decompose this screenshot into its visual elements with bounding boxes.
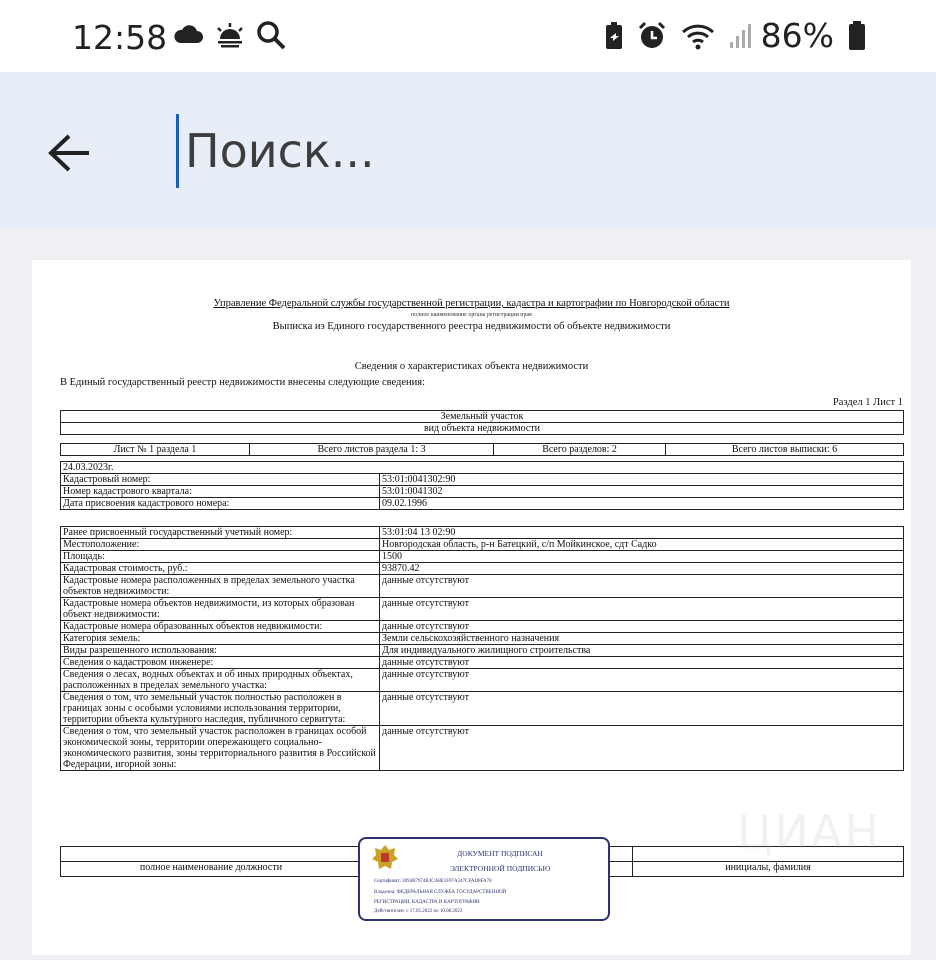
status-time: 12:58 bbox=[72, 18, 168, 57]
stamp-line2: ЭЛЕКТРОННОЙ ПОДПИСЬЮ bbox=[449, 864, 551, 873]
digital-signature-stamp bbox=[358, 837, 610, 921]
row-label: Категория земель: bbox=[61, 633, 380, 645]
stamp-cert: Сертификат: 3094B7974B3CA8E1F07A347CFAD8FA78 bbox=[374, 879, 492, 884]
emblem-icon bbox=[370, 843, 400, 873]
table-row bbox=[61, 669, 904, 692]
status-icons-left bbox=[172, 20, 286, 50]
cloud-icon bbox=[172, 23, 204, 47]
sheet-info-cell: Всего листов раздела 1: 3 bbox=[250, 444, 494, 456]
sheet-info-cell: Всего листов выписки: 6 bbox=[666, 444, 904, 456]
table-row bbox=[61, 474, 904, 486]
table-row bbox=[61, 645, 904, 657]
intro-text: В Единый государственный реестр недвижимости внесены следующие сведения: bbox=[60, 377, 426, 388]
row-value: данные отсутствуют bbox=[380, 598, 904, 621]
row-value: данные отсутствуют bbox=[380, 657, 904, 669]
table-row bbox=[61, 498, 904, 510]
table-row bbox=[61, 551, 904, 563]
sunrise-icon bbox=[214, 22, 246, 48]
row-label: Ранее присвоенный государственный учетный номер: bbox=[61, 527, 380, 539]
row-value: 53:01:04 13 02:90 bbox=[380, 527, 904, 539]
status-icons-right bbox=[605, 16, 866, 55]
org-title: Управление Федеральной службы государственной регистрации, кадастра и картографии по Новгородской области bbox=[213, 298, 730, 309]
row-label: Кадастровые номера образованных объектов недвижимости: bbox=[61, 621, 380, 633]
alarm-icon bbox=[637, 21, 667, 51]
table-row bbox=[61, 486, 904, 498]
table-row bbox=[61, 563, 904, 575]
document-page bbox=[32, 260, 911, 955]
row-value: 53:01:0041302:90 bbox=[380, 474, 904, 486]
row-value: 53:01:0041302 bbox=[380, 486, 904, 498]
battery-saver-icon bbox=[605, 22, 623, 50]
row-label: Кадастровые номера объектов недвижимости, из которых образован объект недвижимости: bbox=[61, 598, 380, 621]
search-bar bbox=[0, 72, 936, 227]
section-title: Сведения о характеристиках объекта недвижимости bbox=[354, 361, 589, 372]
table-row bbox=[61, 657, 904, 669]
row-label: Кадастровая стоимость, руб.: bbox=[61, 563, 380, 575]
stamp-valid: Действителен: с 17.05.2022 по 10.08.2023 bbox=[374, 909, 463, 914]
search-input[interactable] bbox=[176, 114, 876, 188]
battery-percent: 86% bbox=[760, 16, 834, 55]
status-bar bbox=[0, 0, 936, 72]
object-type-caption: вид объекта недвижимости bbox=[61, 423, 904, 435]
row-label: Сведения о кадастровом инженере: bbox=[61, 657, 380, 669]
sheet-info-table bbox=[60, 443, 904, 456]
row-value: Земли сельскохозяйственного назначения bbox=[380, 633, 904, 645]
object-type: Земельный участок bbox=[61, 411, 904, 423]
row-label: Местоположение: bbox=[61, 539, 380, 551]
arrow-back-icon bbox=[47, 133, 91, 173]
table-row bbox=[61, 633, 904, 645]
table-row bbox=[61, 726, 904, 771]
row-value: Новгородская область, р-н Батецкий, с/п Мойкинское, сдт Садко bbox=[380, 539, 904, 551]
table-row bbox=[61, 527, 904, 539]
row-value: 1500 bbox=[380, 551, 904, 563]
stamp-line1: ДОКУМЕНТ ПОДПИСАН bbox=[457, 849, 543, 858]
row-label: Виды разрешенного использования: bbox=[61, 645, 380, 657]
row-value: Для индивидуального жилищного строительства bbox=[380, 645, 904, 657]
row-label: Площадь: bbox=[61, 551, 380, 563]
document-title: Выписка из Единого государственного реестра недвижимости об объекте недвижимости bbox=[272, 321, 671, 332]
org-subtitle: полное наименование органа регистрации прав bbox=[410, 312, 533, 318]
table-row bbox=[61, 539, 904, 551]
signal-icon bbox=[729, 22, 751, 50]
section-ref: Раздел 1 Лист 1 bbox=[832, 397, 903, 408]
row-value: данные отсутствуют bbox=[380, 669, 904, 692]
characteristics-table bbox=[60, 526, 904, 771]
row-label: Сведения о лесах, водных объектах и об иных природных объектах, расположенных в пределах земельного участка: bbox=[61, 669, 380, 692]
main-info-table bbox=[60, 461, 904, 510]
search-icon bbox=[256, 20, 286, 50]
row-label: Сведения о том, что земельный участок расположен в границах особой экономической зоны, территории опережающего социально-экономического развития, зоны территориального развития в Российской Федерации, игорной зоны: bbox=[61, 726, 380, 771]
position-caption: полное наименование должности bbox=[61, 862, 362, 877]
object-type-table bbox=[60, 410, 904, 435]
row-label: Дата присвоения кадастрового номера: bbox=[61, 498, 380, 510]
sheet-info-cell: Всего разделов: 2 bbox=[494, 444, 666, 456]
battery-icon bbox=[848, 21, 866, 51]
row-label: Сведения о том, что земельный участок полностью расположен в границах зоны с особыми условиями использования территории, территории объекта культурного наследия, публичного сервитута: bbox=[61, 692, 380, 726]
wifi-icon bbox=[681, 22, 715, 50]
row-value: 93870.42 bbox=[380, 563, 904, 575]
row-label: Номер кадастрового квартала: bbox=[61, 486, 380, 498]
row-value: данные отсутствуют bbox=[380, 726, 904, 771]
row-value: 09.02.1996 bbox=[380, 498, 904, 510]
name-caption: инициалы, фамилия bbox=[633, 862, 904, 877]
stamp-owner2: РЕГИСТРАЦИИ, КАДАСТРА И КАРТОГРАФИИ bbox=[374, 900, 480, 905]
row-value: данные отсутствуют bbox=[380, 575, 904, 598]
table-row bbox=[61, 621, 904, 633]
sheet-info-cell: Лист № 1 раздела 1 bbox=[61, 444, 250, 456]
back-button[interactable] bbox=[44, 128, 94, 178]
row-label: Кадастровые номера расположенных в пределах земельного участка объектов недвижимости: bbox=[61, 575, 380, 598]
row-label: Кадастровый номер: bbox=[61, 474, 380, 486]
table-row bbox=[61, 575, 904, 598]
document-viewer[interactable] bbox=[0, 227, 936, 960]
row-value: данные отсутствуют bbox=[380, 621, 904, 633]
row-value: данные отсутствуют bbox=[380, 692, 904, 726]
table-row bbox=[61, 598, 904, 621]
table-row bbox=[61, 692, 904, 726]
stamp-owner1: Владелец: ФЕДЕРАЛЬНАЯ СЛУЖБА ГОСУДАРСТВЕННОЙ bbox=[374, 890, 507, 895]
document-date: 24.03.2023г. bbox=[61, 462, 904, 474]
watermark: ЦИАН bbox=[736, 805, 881, 859]
signature-cell-empty bbox=[61, 847, 362, 862]
